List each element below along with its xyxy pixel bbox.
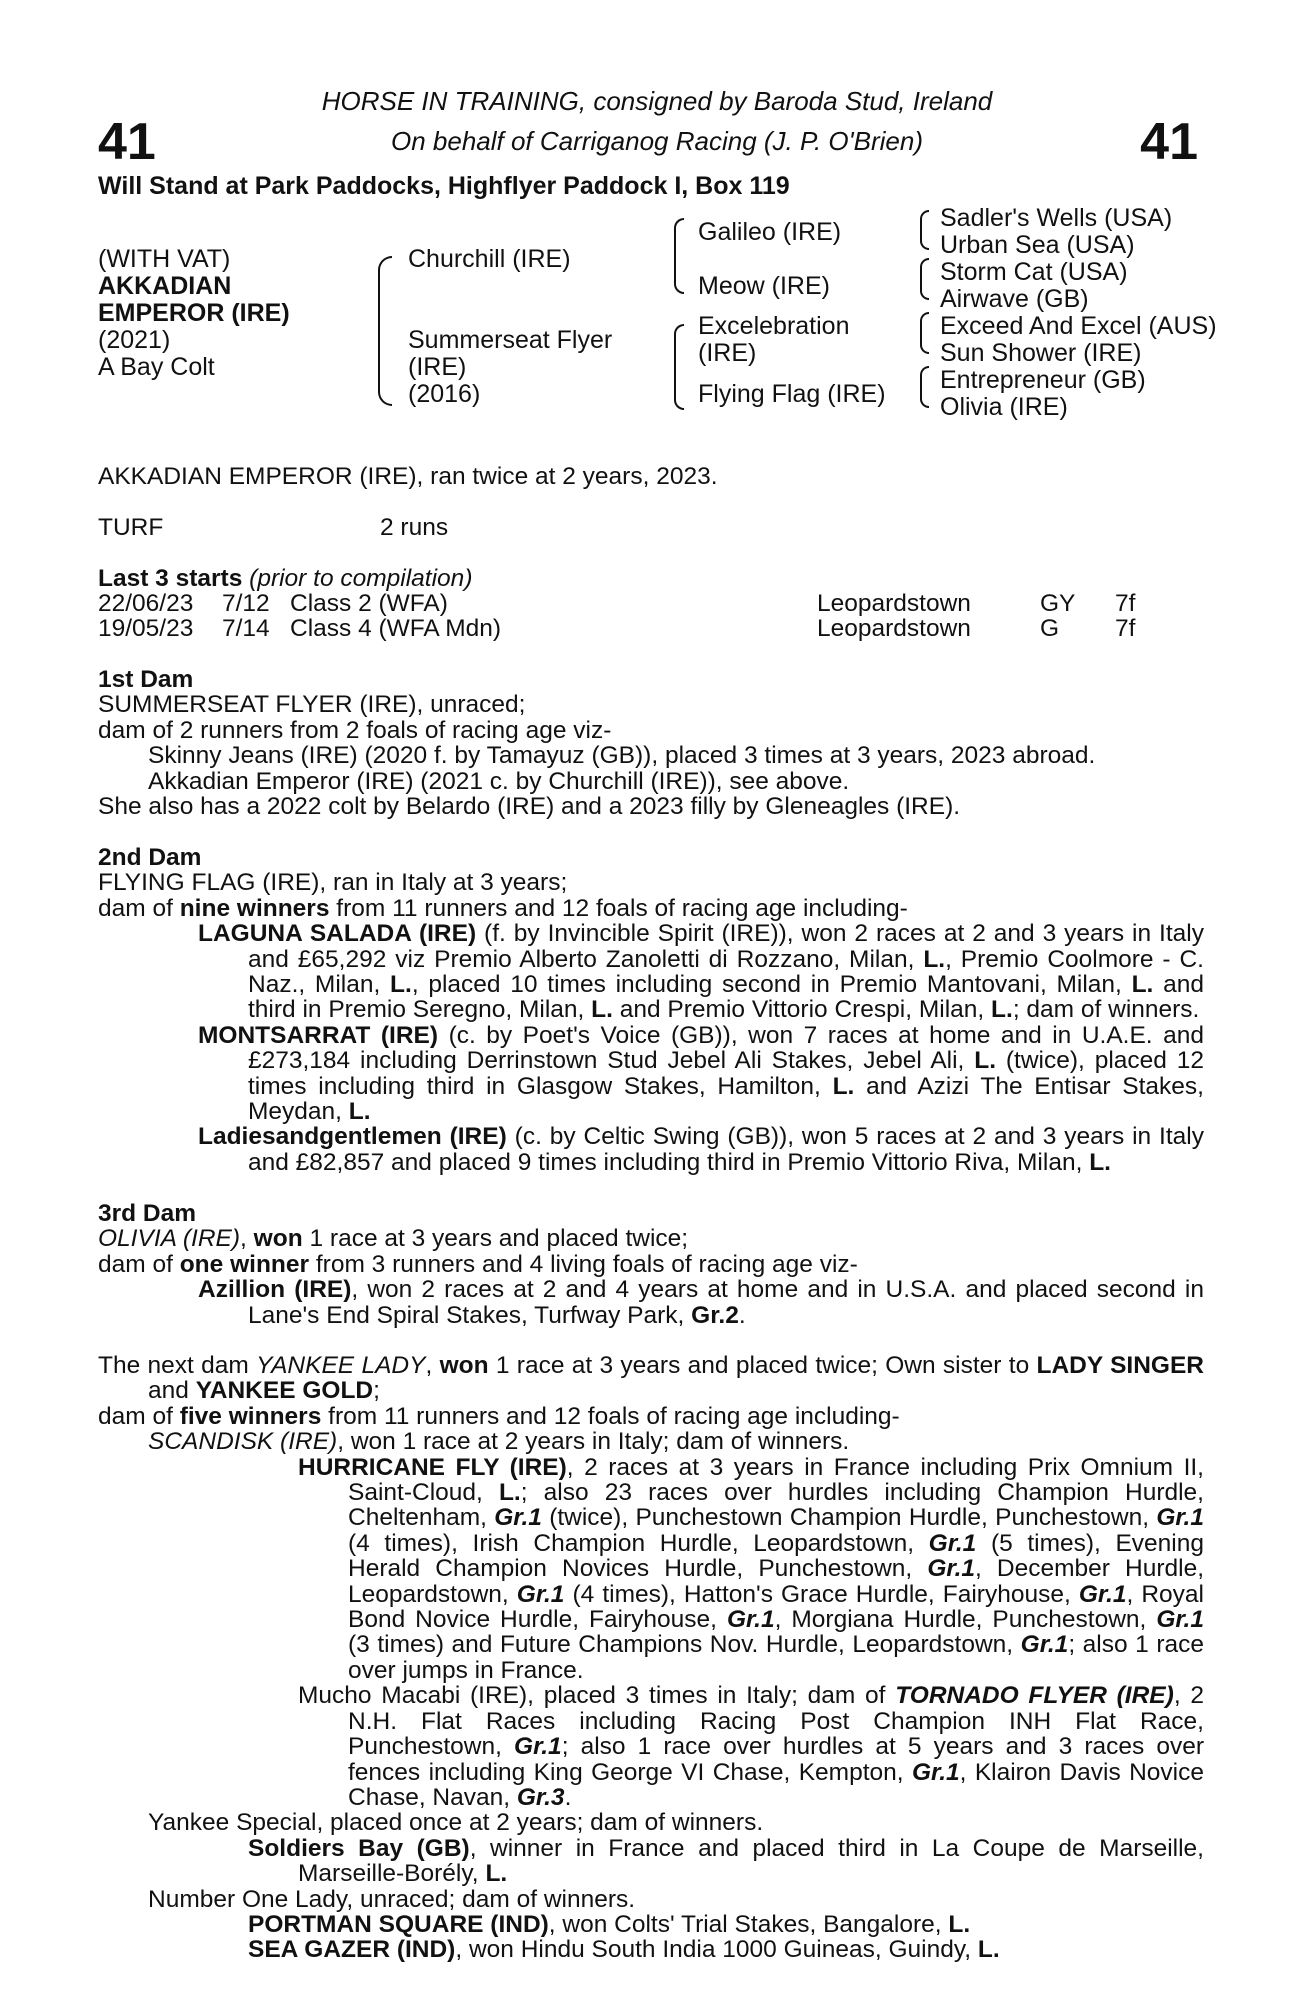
next-dam-produce: Mucho Macabi (IRE), placed 3 times in Italy; dam of TORNADO FLYER (IRE), 2 N.H. Flat Races including Racing Post Champion INH Flat Race, Punchestown, Gr.1; also 1 race over hurdles at 5 years and 3 races over fences including King George VI Chase, Kempton, Gr.1, Klairon Davis Novice Chase, Navan, Gr.3. — [298, 1682, 1205, 1811]
last-starts-note: (prior to compilation) — [249, 565, 473, 592]
third-dam-heading: 3rd Dam — [98, 1200, 197, 1227]
first-dam-line: She also has a 2022 colt by Belardo (IRE) and a 2023 filly by Gleneagles (IRE). — [98, 793, 961, 821]
dam-name-line1: Summerseat Flyer — [408, 326, 613, 354]
lot-number-right: 41 — [1140, 113, 1198, 171]
dam-sire-line1: Excelebration — [698, 312, 850, 340]
first-dam-heading: 1st Dam — [98, 666, 194, 693]
next-dam-produce: HURRICANE FLY (IRE), 2 races at 3 years in France including Prix Omnium II, Saint-Cloud, L.; also 23 races over hurdles including Champion Hurdle, Cheltenham, Gr.1 (twice), Punchestown Champion Hurdle, Punchestown, Gr.1 (4 times), Irish Champion Hurdle, Leopardstown, Gr.1 (5 times), Evening Herald Champion Novices Hurdle, Punchestown, Gr.1, December Hurdle, Leopardstown, Gr.1 (4 times), Hatton's Grace Hurdle, Fairyhouse, Gr.1, Royal Bond Novice Hurdle, Fairyhouse, Gr.1, Morgiana Hurdle, Punchestown, Gr.1 (3 times) and Future Champions Nov. Hurdle, Leopardstown, Gr.1; also 1 race over jumps in France. — [298, 1453, 1204, 1684]
next-dam-produce: SEA GAZER (IND), won Hindu South India 1000 Guineas, Guindy, L. — [248, 1936, 1000, 1964]
first-dam-section — [98, 667, 1204, 819]
start-going: GY — [1040, 590, 1076, 617]
start-distance: 7f — [1115, 590, 1136, 617]
pedigree-brace-main — [378, 256, 392, 406]
turf-label: TURF — [98, 514, 164, 541]
gs-sds: Storm Cat (USA) — [940, 258, 1128, 286]
pedigree-brace-sd — [920, 258, 929, 300]
pedigree-brace-dd — [920, 366, 929, 408]
horse-name-line1: AKKADIAN — [98, 272, 232, 300]
vat-label: (WITH VAT) — [98, 245, 231, 273]
last-starts-heading — [98, 566, 472, 591]
sire-dam: Meow (IRE) — [698, 272, 830, 300]
second-dam-section — [98, 845, 1204, 1175]
dam-name-line2: (IRE) — [408, 353, 467, 381]
lot-number-left: 41 — [98, 113, 156, 171]
start-going: G — [1040, 615, 1060, 642]
start-position: 7/12 — [222, 590, 270, 617]
gs-ddd: Olivia (IRE) — [940, 393, 1068, 421]
race-summary: AKKADIAN EMPEROR (IRE), ran twice at 2 years, 2023. — [98, 463, 718, 490]
next-dam-produce: Number One Lady, unraced; dam of winners. — [148, 1885, 636, 1913]
third-dam-section — [98, 1201, 1204, 1328]
third-dam-produce: Azillion (IRE), won 2 races at 2 and 4 years at home and in U.S.A. and placed second in Lane's End Spiral Stakes, Turfway Park, Gr.2. — [198, 1276, 1204, 1329]
consignor-line: HORSE IN TRAINING, consigned by Baroda Stud, Ireland — [321, 86, 993, 116]
first-dam-produce: Skinny Jeans (IRE) (2020 f. by Tamayuz (GB)), placed 3 times at 3 years, 2023 abroad. — [148, 742, 1096, 770]
gs-sdd: Airwave (GB) — [940, 285, 1089, 313]
sire-name: Churchill (IRE) — [408, 245, 571, 273]
second-dam-produce: Ladiesandgentlemen (IRE) (c. by Celtic Swing (GB)), won 5 races at 2 and 3 years in Italy and £82,857 and placed 9 times including third in Premio Vittorio Riva, Milan, L. — [198, 1123, 1204, 1176]
horse-name-line2: EMPEROR (IRE) — [98, 299, 290, 327]
next-dam-line: dam of five winners from 11 runners and 12 foals of racing age including- — [98, 1402, 900, 1430]
start-distance: 7f — [1115, 615, 1136, 642]
pedigree-brace-sire — [674, 218, 684, 294]
pedigree-brace-ss — [920, 210, 929, 250]
pedigree-brace-ds — [920, 312, 929, 354]
next-dam-produce: PORTMAN SQUARE (IND), won Colts' Trial Stakes, Bangalore, L. — [248, 1910, 971, 1938]
dam-dam: Flying Flag (IRE) — [698, 380, 886, 408]
second-dam-produce: LAGUNA SALADA (IRE) (f. by Invincible Spirit (IRE)), won 2 races at 2 and 3 years in Italy and £65,292 viz Premio Alberto Zanoletti di Rozzano, Milan, L., Premio Coolmore - C. Naz., Milan, L., placed 10 times including second in Premio Mantovani, Milan, L. and third in Premio Seregno, Milan, L. and Premio Vittorio Crespi, Milan, L.; dam of winners. — [198, 920, 1204, 1024]
gs-dsd: Sun Shower (IRE) — [940, 339, 1142, 367]
horse-description: A Bay Colt — [98, 353, 215, 381]
third-dam-line: OLIVIA (IRE), won 1 race at 3 years and placed twice; — [98, 1225, 689, 1253]
start-course: Leopardstown — [817, 590, 971, 617]
second-dam-produce: MONTSARRAT (IRE) (c. by Poet's Voice (GB)), won 7 races at home and in U.A.E. and £273,184 including Derrinstown Stud Jebel Ali Stakes, Jebel Ali, L. (twice), placed 12 times including third in Glasgow Stakes, Hamilton, L. and Azizi The Entisar Stakes, Meydan, L. — [198, 1021, 1205, 1126]
second-dam-line: FLYING FLAG (IRE), ran in Italy at 3 years; — [98, 869, 568, 897]
next-dam-produce: Soldiers Bay (GB), winner in France and placed third in La Coupe de Marseille, Marseille-Borély, L. — [248, 1834, 1204, 1888]
next-dam-line: The next dam YANKEE LADY, won 1 race at 3 years and placed twice; Own sister to LADY SINGER and YANKEE GOLD; — [98, 1352, 1205, 1405]
dam-sire-line2: (IRE) — [698, 339, 757, 367]
start-position: 7/14 — [222, 615, 270, 642]
start-class: Class 4 (WFA Mdn) — [290, 615, 502, 642]
stand-location: Will Stand at Park Paddocks, Highflyer Paddock I, Box 119 — [98, 172, 790, 200]
start-date: 22/06/23 — [98, 590, 194, 617]
first-dam-line: dam of 2 runners from 2 foals of racing age viz- — [98, 716, 612, 744]
next-dam-section — [98, 1353, 1204, 1963]
first-dam-produce: Akkadian Emperor (IRE) (2021 c. by Churchill (IRE)), see above. — [148, 767, 850, 795]
on-behalf-line: On behalf of Carriganog Racing (J. P. O'Brien) — [391, 126, 923, 156]
horse-year: (2021) — [98, 326, 171, 354]
first-dam-line: SUMMERSEAT FLYER (IRE), unraced; — [98, 691, 526, 719]
pedigree-brace-dam — [674, 324, 684, 410]
gs-ssd: Urban Sea (USA) — [940, 231, 1135, 259]
next-dam-produce: Yankee Special, placed once at 2 years; dam of winners. — [148, 1809, 764, 1837]
turf-runs: 2 runs — [380, 514, 449, 541]
gs-dss: Exceed And Excel (AUS) — [940, 312, 1217, 340]
second-dam-heading: 2nd Dam — [98, 844, 202, 871]
start-course: Leopardstown — [817, 615, 971, 642]
last-starts-title: Last 3 starts — [98, 565, 243, 592]
gs-dds: Entrepreneur (GB) — [940, 366, 1146, 394]
sire-sire: Galileo (IRE) — [698, 218, 842, 246]
start-date: 19/05/23 — [98, 615, 194, 642]
next-dam-produce: SCANDISK (IRE), won 1 race at 2 years in Italy; dam of winners. — [148, 1428, 850, 1456]
dam-year: (2016) — [408, 380, 481, 408]
third-dam-line: dam of one winner from 3 runners and 4 living foals of racing age viz- — [98, 1250, 858, 1278]
gs-sss: Sadler's Wells (USA) — [940, 204, 1173, 232]
second-dam-line: dam of nine winners from 11 runners and 12 foals of racing age including- — [98, 894, 908, 922]
start-class: Class 2 (WFA) — [290, 590, 448, 617]
